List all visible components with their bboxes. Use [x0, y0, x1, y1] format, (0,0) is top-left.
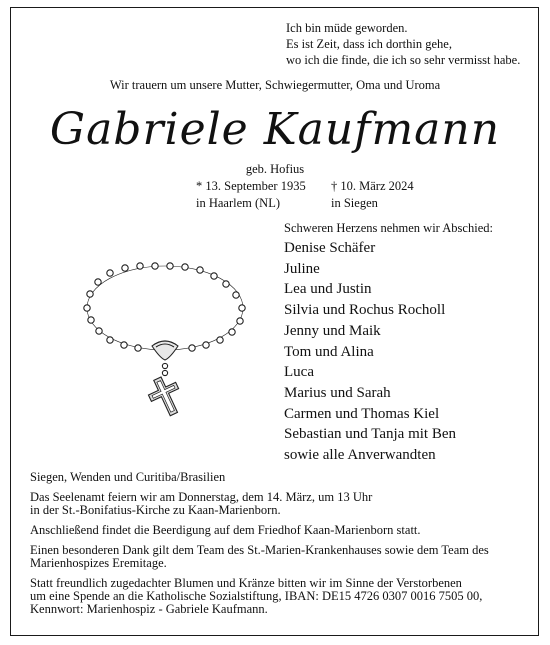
requiem-line: in der St.-Bonifatius-Kirche zu Kaan-Marienborn. [30, 503, 281, 517]
family-list [284, 238, 456, 466]
rosary-icon [70, 250, 260, 420]
family-member: sowie alle Anverwandten [284, 447, 436, 464]
family-member: Carmen und Thomas Kiel [284, 405, 440, 422]
thanks-line: Einen besonderen Dank gilt dem Team des St.-Marien-Krankenhauses sowie dem Team des [30, 543, 489, 557]
donation-line: um eine Spende an die Katholische Sozialstiftung, IBAN: DE15 4726 0307 0016 7505 00, [30, 589, 483, 603]
burial-paragraph [30, 524, 535, 537]
birth-place: in Haarlem (NL) [196, 196, 280, 210]
thanks-line: Marienhospizes Eremitage. [30, 556, 167, 570]
requiem-paragraph [30, 491, 535, 517]
birth-date: * 13. September 1935 [196, 179, 306, 193]
family-member: Jenny und Maik [284, 322, 381, 339]
birth-info [196, 178, 306, 212]
donation-line: Statt freundlich zugedachter Blumen und Kränze bitten wir im Sinne der Verstorbenen [30, 576, 462, 590]
burial-line: Anschließend findet die Beerdigung auf dem Friedhof Kaan-Marienborn statt. [30, 523, 421, 537]
donation-paragraph [30, 577, 535, 616]
death-info [331, 178, 414, 212]
thanks-paragraph [30, 544, 535, 570]
poem-line: Ich bin müde geworden. [286, 21, 408, 35]
deceased-name: Gabriele Kaufmann [49, 104, 501, 155]
family-member: Juline [284, 260, 320, 277]
places-text: Siegen, Wenden und Curitiba/Brasilien [30, 470, 226, 484]
places-line [30, 471, 535, 484]
poem-line: wo ich die finde, die ich so sehr vermisst habe. [286, 53, 521, 67]
family-member: Denise Schäfer [284, 240, 376, 256]
poem [286, 20, 536, 68]
intro-text: Wir trauern um unsere Mutter, Schwiegermutter, Oma und Uroma [109, 78, 441, 92]
family-member: Tom und Alina [284, 343, 374, 360]
family-member: Sebastian und Tanja mit Ben [284, 426, 456, 443]
death-place: in Siegen [331, 196, 378, 210]
poem-line: Es ist Zeit, dass ich dorthin gehe, [286, 37, 452, 51]
family-heading: Schweren Herzens nehmen wir Abschied: [284, 221, 493, 235]
details-section [30, 471, 535, 623]
requiem-line: Das Seelenamt feiern wir am Donnerstag, dem 14. März, um 13 Uhr [30, 490, 373, 504]
family-member: Lea und Justin [284, 281, 372, 298]
family-member: Marius und Sarah [284, 384, 391, 401]
family-member: Luca [284, 364, 314, 381]
maiden-name: geb. Hofius [245, 162, 305, 176]
family-member: Silvia und Rochus Rocholl [284, 302, 446, 319]
donation-line: Kennwort: Marienhospiz - Gabriele Kaufmann. [30, 602, 268, 616]
death-date: † 10. März 2024 [331, 179, 414, 193]
